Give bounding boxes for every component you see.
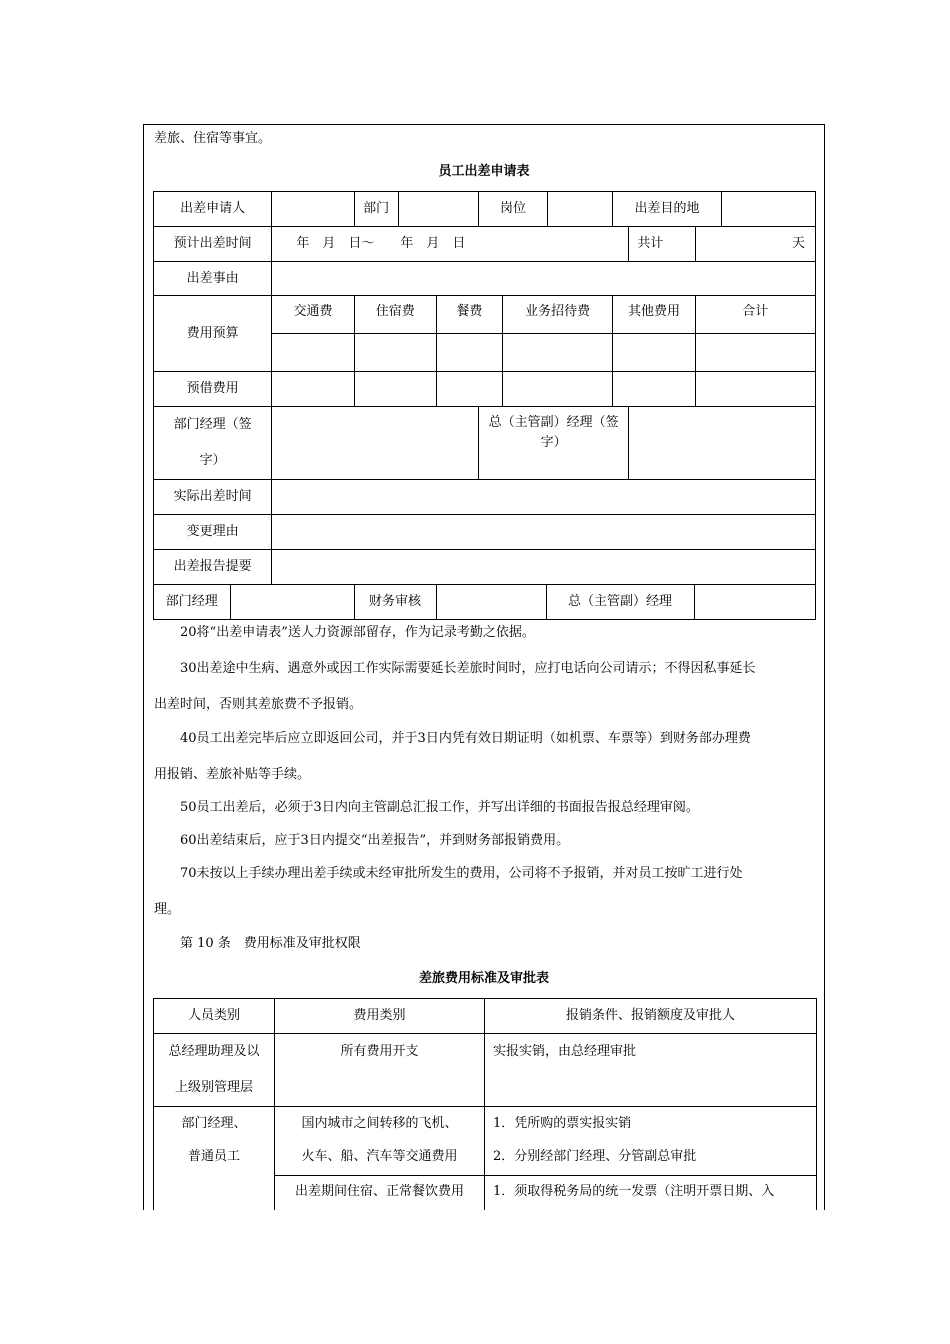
report-summary-label: 出差报告提要 [154, 550, 272, 585]
intro-text: 差旅、住宿等事宜。 [154, 131, 272, 146]
position-field[interactable] [548, 192, 613, 227]
change-reason-label: 变更理由 [154, 515, 272, 550]
expense-standard-table [153, 998, 817, 1210]
row1-expense-category: 所有费用开支 [275, 1034, 485, 1107]
row2-category-line2: 普通员工 [187, 1149, 240, 1164]
dept-field[interactable] [398, 192, 478, 227]
article-10-heading: 第 10 条 费用标准及审批权限 [180, 936, 361, 951]
row2-transport-condition2: 2．分别经部门经理、分管副总审批 [493, 1149, 697, 1164]
bottom-gm-field[interactable] [694, 585, 816, 619]
row2-transport-expense [275, 1107, 485, 1176]
rule-4 [154, 721, 816, 793]
header-expense-category: 费用类别 [275, 999, 485, 1034]
rule-7-line1: 70未按以上手续办理出差手续或未经审批所发生的费用，公司将不予报销，并对员工按旷工进行处 [180, 866, 743, 881]
budget-col-lodging: 住宿费 [354, 296, 436, 334]
budget-col-entertainment: 业务招待费 [503, 296, 613, 334]
rule-4-line1: 40员工出差完毕后应立即返回公司，并于3日内凭有效日期证明（如机票、车票等）到财务部办理费 [180, 731, 751, 746]
travel-application-form [153, 191, 816, 620]
form-title: 员工出差申请表 [438, 164, 530, 179]
bottom-finance-field[interactable] [436, 585, 546, 619]
reason-label: 出差事由 [154, 262, 272, 296]
budget-label: 费用预算 [154, 296, 272, 372]
row2-transport-line2: 火车、船、汽车等交通费用 [301, 1149, 458, 1164]
document-frame [143, 124, 825, 1210]
budget-meals-field[interactable] [436, 334, 502, 372]
rule-4-line2: 用报销、差旅补贴等手续。 [154, 767, 311, 782]
budget-other-field[interactable] [613, 334, 695, 372]
row1-category-line2: 上级别管理层 [174, 1080, 253, 1095]
rule-6: 60出差结束后，应于3日内提交“出差报告”，并到财务部报销费用。 [180, 833, 570, 848]
budget-col-transport: 交通费 [272, 296, 354, 334]
budget-entertainment-field[interactable] [503, 334, 613, 372]
advance-meals-field[interactable] [436, 372, 502, 407]
header-personnel-category: 人员类别 [154, 999, 275, 1034]
reason-field[interactable] [272, 262, 816, 296]
total-label: 共计 [629, 227, 695, 262]
applicant-field[interactable] [272, 192, 354, 227]
row2-lodging-expense: 出差期间住宿、正常餐饮费用 [275, 1176, 485, 1211]
rule-3 [154, 651, 816, 723]
budget-col-total: 合计 [695, 296, 815, 334]
row1-category-line1: 总经理助理及以 [168, 1044, 260, 1059]
planned-time-label: 预计出差时间 [154, 227, 272, 262]
dept-manager-sign-label [154, 407, 272, 480]
budget-col-other: 其他费用 [613, 296, 695, 334]
row2-lodging-conditions: 1．须取得税务局的统一发票（注明开票日期、入 [485, 1176, 817, 1211]
budget-col-meals: 餐费 [436, 296, 502, 334]
planned-time-field[interactable]: 年 月 日～ 年 月 日 [272, 227, 629, 262]
rule-3-line1: 30出差途中生病、遇意外或因工作实际需要延长差旅时间时，应打电话向公司请示；不得因私事延长 [180, 661, 756, 676]
budget-transport-field[interactable] [272, 334, 354, 372]
expense-table-title: 差旅费用标准及审批表 [418, 971, 549, 986]
advance-label: 预借费用 [154, 372, 272, 407]
row1-conditions: 实报实销，由总经理审批 [485, 1034, 817, 1107]
advance-entertainment-field[interactable] [503, 372, 613, 407]
signoff-row [154, 585, 816, 620]
dept-manager-sign-field[interactable] [272, 407, 479, 480]
advance-other-field[interactable] [613, 372, 695, 407]
rule-7-line2: 理。 [154, 902, 181, 917]
bottom-dept-manager-field[interactable] [230, 585, 354, 619]
row2-transport-line1: 国内城市之间转移的飞机、 [301, 1116, 458, 1131]
dept-manager-sign-label-line2: 字） [199, 453, 226, 468]
rule-5: 50员工出差后，必须于3日内向主管副总汇报工作，并写出详细的书面报告报总经理审阅。 [180, 800, 699, 815]
destination-field[interactable] [721, 192, 815, 227]
dept-label: 部门 [354, 192, 398, 227]
actual-time-field[interactable] [272, 480, 816, 515]
gm-sign-label: 总（主管副）经理（签字） [478, 407, 628, 480]
gm-sign-field[interactable] [629, 407, 816, 480]
position-label: 岗位 [478, 192, 547, 227]
rule-7 [154, 856, 816, 928]
rule-2: 20将“出差申请表”送人力资源部留存，作为记录考勤之依据。 [180, 625, 535, 640]
row2-category-line1: 部门经理、 [181, 1116, 247, 1131]
row2-transport-condition1: 1．凭所购的票实报实销 [493, 1116, 632, 1131]
budget-total-field[interactable] [695, 334, 815, 372]
budget-lodging-field[interactable] [354, 334, 436, 372]
destination-label: 出差目的地 [613, 192, 721, 227]
signoff-inner-table [154, 585, 816, 619]
actual-time-label: 实际出差时间 [154, 480, 272, 515]
bottom-dept-manager-label: 部门经理 [154, 585, 230, 619]
bottom-finance-label: 财务审核 [354, 585, 436, 619]
header-reimbursement-conditions: 报销条件、报销额度及审批人 [485, 999, 817, 1034]
advance-total-field[interactable] [695, 372, 815, 407]
row2-transport-conditions [485, 1107, 817, 1176]
days-field[interactable]: 天 [695, 227, 815, 262]
advance-transport-field[interactable] [272, 372, 354, 407]
change-reason-field[interactable] [272, 515, 816, 550]
report-summary-field[interactable] [272, 550, 816, 585]
bottom-gm-label: 总（主管副）经理 [546, 585, 694, 619]
applicant-label: 出差申请人 [154, 192, 272, 227]
dept-manager-sign-label-line1: 部门经理（签 [173, 417, 252, 432]
advance-lodging-field[interactable] [354, 372, 436, 407]
row1-personnel-category [154, 1034, 275, 1107]
row2-personnel-category [154, 1107, 275, 1211]
rule-3-line2: 出差时间，否则其差旅费不予报销。 [154, 697, 363, 712]
